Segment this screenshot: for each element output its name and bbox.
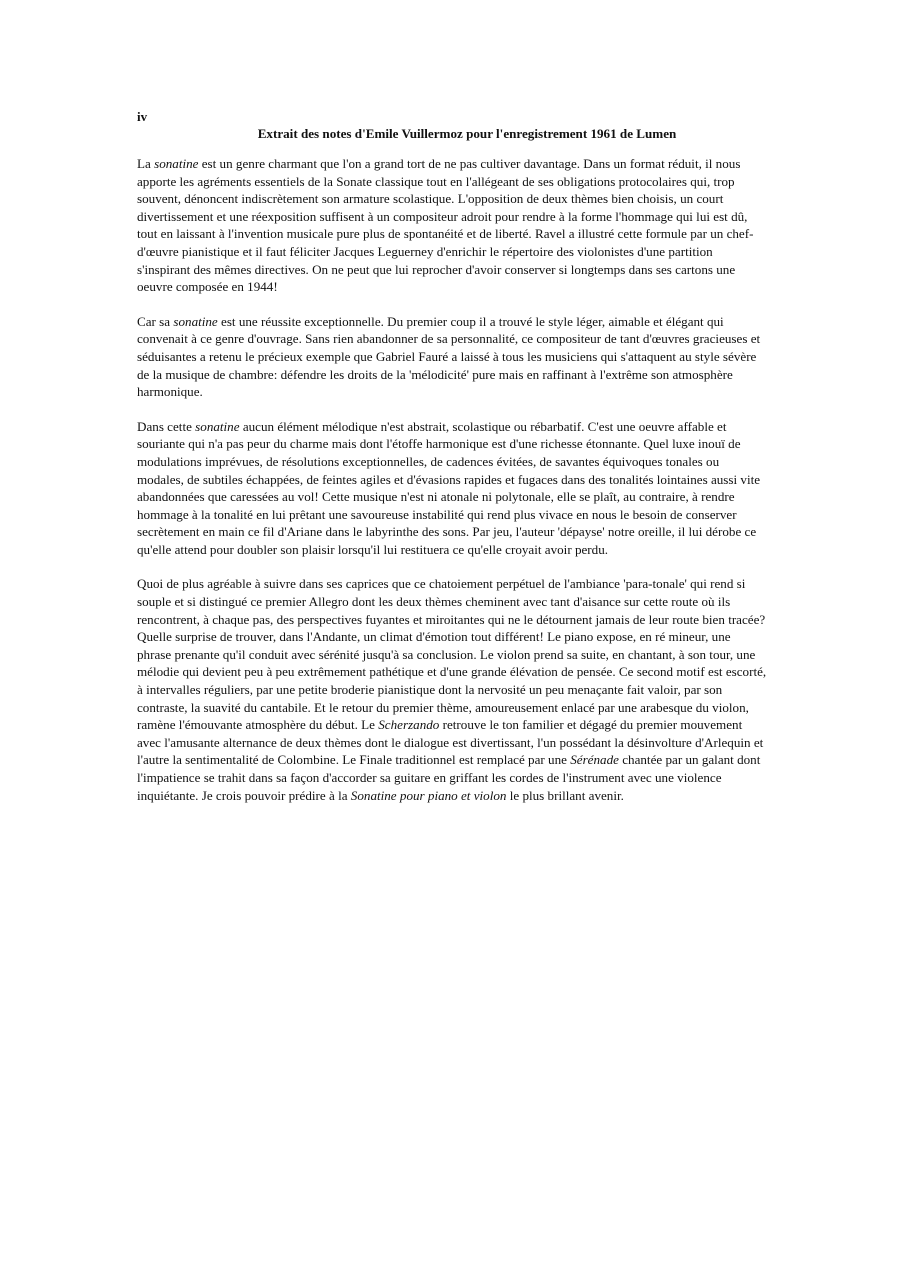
italic-text: sonatine (195, 418, 240, 434)
italic-text: Sérénade (570, 752, 619, 768)
text-segment: Quoi de plus agréable à suivre dans ses caprices que ce chatoiement perpétuel de l'ambiance 'para-tonale' qui rend si souple et si distingué ce premier Allegro dont les deux thèmes cheminent avec tant d'aisance sur cette route où ils rencontrent, à chaque pas, des perspectives fuyantes et miroitantes qui ne le détournent jamais de leur route bien tracée? Quelle surprise de trouver, dans l'Andante, un climat d'émotion tout différent! Le piano expose, en ré mineur, une phrase prenante qu'il conduit avec sérénité jusqu'à sa conclusion. Le violon prend sa suite, en chantant, à son tour, une mélodie qui devient peu à peu extrêmement pathétique et d'une grande élévation de pensée. Ce second motif est escorté, à intervalles réguliers, par une petite broderie pianistique dont la nervosité un peu menaçante fait valoir, par son contraste, la suavité du cantabile. Et le retour du premier thème, amoureusement enlacé par une arabesque du violon, ramène l'émouvante atmosphère du début. Le (137, 576, 767, 733)
text-segment: La (137, 156, 155, 171)
italic-text: sonatine (173, 313, 218, 329)
document-page (137, 108, 767, 821)
document-title: Extrait des notes d'Emile Vuillermoz pour l'enregistrement 1961 de Lumen (257, 126, 677, 141)
paragraph (137, 313, 767, 401)
text-segment: le plus brillant avenir. (506, 787, 624, 803)
document-body (137, 155, 767, 804)
text-segment: est un genre charmant que l'on a grand tort de ne pas cultiver davantage. Dans un format réduit, il nous apporte les agréments essentiels de la Sonate classique tout en l'allégeant de ses obligations protocolaires qui, trop souvent, dénoncent indiscrètement son armature scolastique. L'opposition de deux thèmes bien choisis, un court divertissement et une réexposition suffisent à un compositeur adroit pour rendre à la forme l'hommage qui lui est dû, tout en laissant à l'invention musicale pure plus de spontanéité et de liberté. Ravel a illustré cette formule par un chef-d'œuvre pianistique et il faut féliciter Jacques Leguerney d'enrichir le répertoire des violonistes d'une partition s'inspirant des mêmes directives. On ne peut que lui reprocher d'avoir conserver si longtemps dans ses cartons une oeuvre composée en 1944! (137, 156, 754, 295)
italic-text: Scherzando (378, 717, 440, 733)
text-segment: chantée par un galant dont l'impatience se trahit dans sa façon d'accorder sa guitare en griffant les cordes de l'instrument avec une violence inquiétante. Je crois pouvoir prédire à la (137, 752, 761, 803)
text-segment: Car sa (137, 313, 174, 329)
italic-text: sonatine (154, 156, 199, 171)
paragraph (137, 155, 767, 296)
text-segment: Dans cette (137, 418, 196, 434)
text-segment: est une réussite exceptionnelle. Du premier coup il a trouvé le style léger, aimable et élégant qui convenait à ce genre d'ouvrage. Sans rien abandonner de sa personnalité, ce compositeur de tant d'œuvres gracieuses et séduisantes a retenu le précieux exemple que Gabriel Fauré a laissé à tous les musiciens qui s'attaquent au style sévère de la musique de chambre: défendre les droits de la 'mélodicité' pure mais en raffinant à l'extrême son atmosphère harmonique. (137, 313, 761, 400)
page-number: iv (137, 109, 148, 124)
paragraph (137, 575, 767, 804)
text-segment: aucun élément mélodique n'est abstrait, scolastique ou rébarbatif. C'est une oeuvre affable et souriante qui n'a pas peur du charme mais dont l'étoffe harmonique est d'une richesse étonnante. Quel luxe inouï de modulations imprévues, de résolutions exceptionnelles, de cadences évitées, de savantes équivoques tonales ou modales, de subtiles échappées, de feintes agiles et d'évasions rapides et fugaces dans des tonalités lointaines aussi vite abandonnées que caressées au vol! Cette musique n'est ni atonale ni polytonale, elle se plaît, au contraire, à rendre hommage à la tonalité en lui prêtant une savoureuse instabilité qui rend plus vivace en nous le besoin de conserver secrètement en main ce fil d'Ariane dans le labyrinthe des sons. Par jeu, l'auteur 'dépayse' notre oreille, il lui dérobe ce qu'elle attend pour doubler son plaisir lorsqu'il lui restituera ce qu'elle croyait avoir perdu. (137, 418, 761, 557)
paragraph (137, 418, 767, 559)
text-segment: retrouve le ton familier et dégagé du premier mouvement avec l'amusante alternance de deux thèmes dont le dialogue est divertissant, l'un possédant la désinvolture d'Arlequin et l'autre la sentimentalité de Colombine. Le Finale traditionnel est remplacé par une (137, 717, 764, 768)
italic-text: Sonatine pour piano et violon (350, 787, 507, 803)
